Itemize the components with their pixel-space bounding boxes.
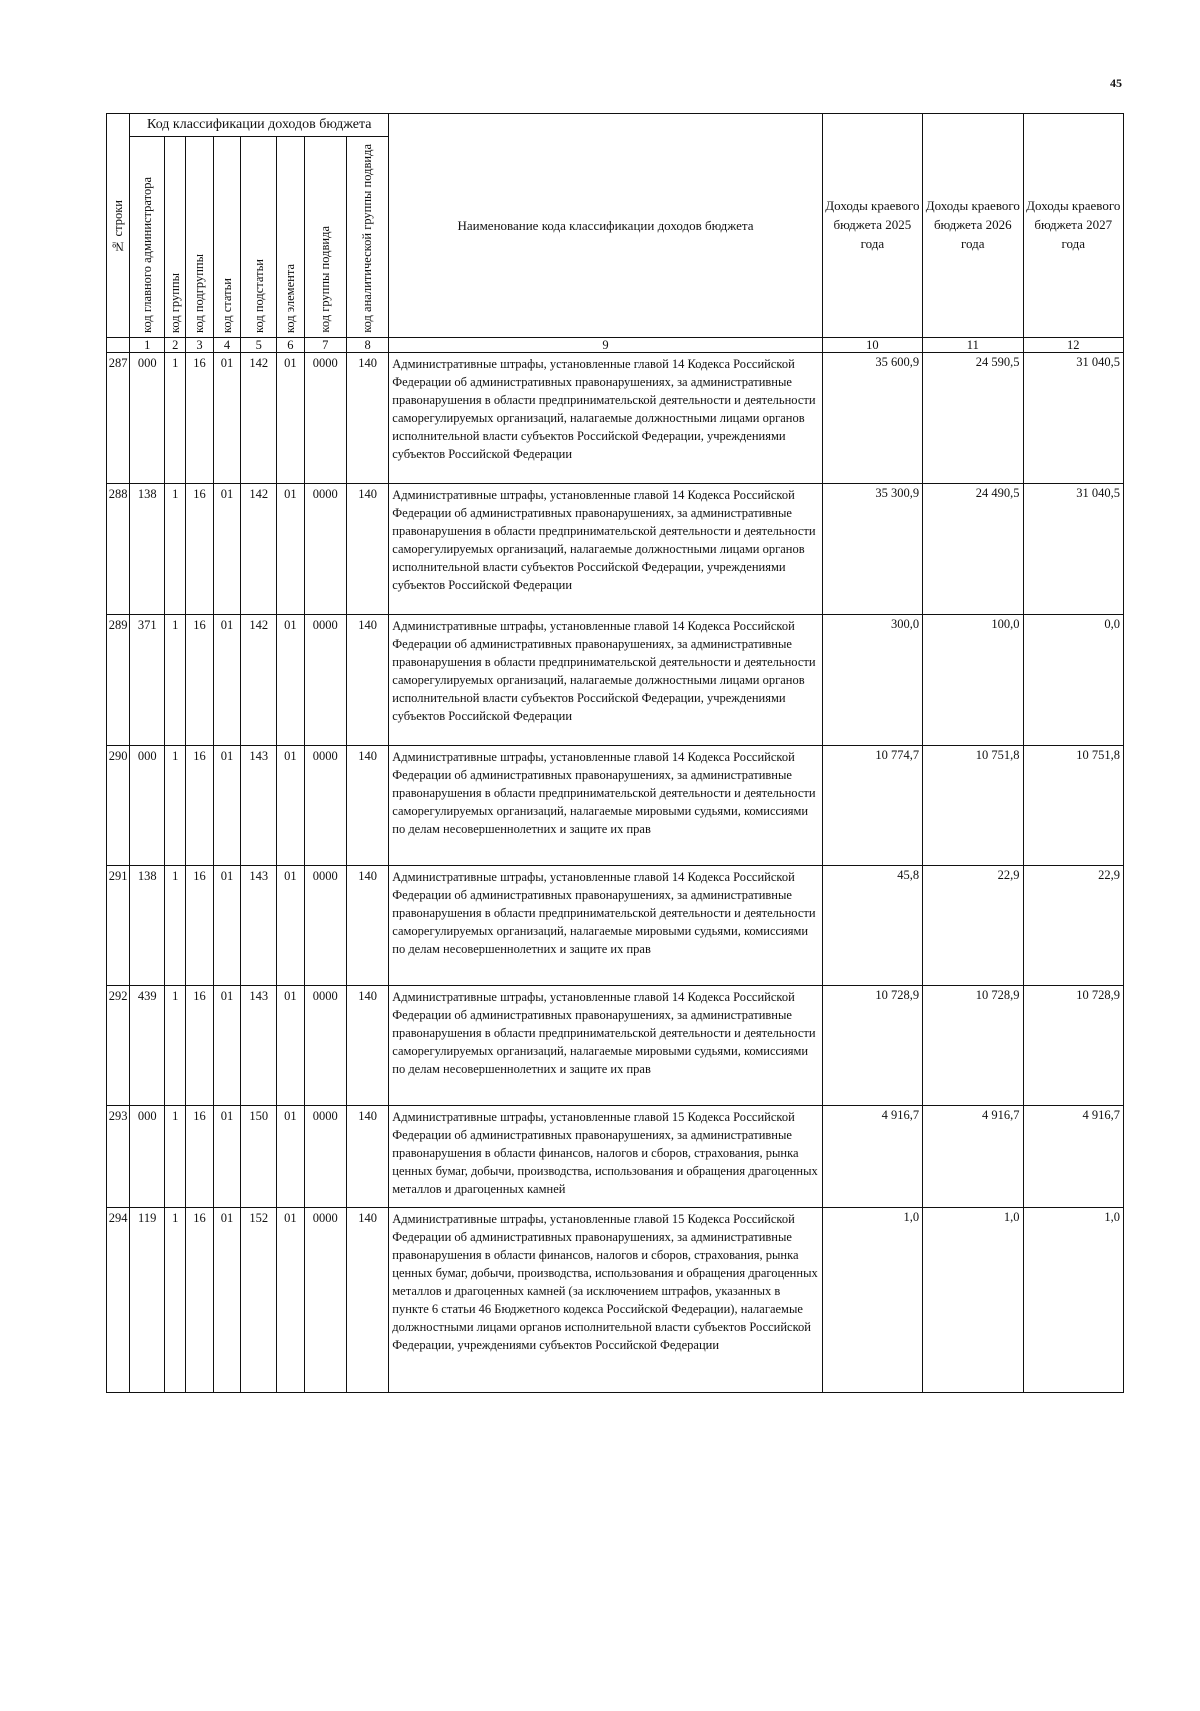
article-code-cell: 01 [213,353,240,484]
income-name-cell: Административные штрафы, установленные главой 14 Кодекса Российской Федерации об административных правонарушениях, за административные правонарушения в области предпринимательской деятельности и деятельности саморегулируемых организаций, налагаемые должностными лицами органов исполнительной власти субъектов Российской Федерации, учреждениями субъектов Российской Федерации [389,484,822,615]
analytic-group-code-cell: 140 [346,1106,388,1208]
subarticle-code-cell: 142 [241,353,277,484]
column-number: 9 [389,338,822,353]
admin-code-cell: 119 [130,1208,165,1393]
group-code-cell: 1 [165,1106,186,1208]
income-2025-cell: 35 300,9 [822,484,922,615]
column-number: 11 [923,338,1023,353]
element-code-cell: 01 [277,1106,304,1208]
analytic-group-code-cell: 140 [346,746,388,866]
income-2027-cell: 31 040,5 [1023,353,1123,484]
header-classification-group: Код классификации доходов бюджета [130,114,389,137]
article-code-cell: 01 [213,1106,240,1208]
element-code-cell: 01 [277,1208,304,1393]
subgroup-code-cell: 16 [186,615,213,746]
header-group-code: код группы [165,137,186,338]
column-number: 3 [186,338,213,353]
column-number-row [107,338,1124,353]
admin-code-cell: 000 [130,353,165,484]
income-name-cell: Административные штрафы, установленные главой 14 Кодекса Российской Федерации об административных правонарушениях, за административные правонарушения в области предпринимательской деятельности и деятельности саморегулируемых организаций, налагаемые должностными лицами органов исполнительной власти субъектов Российской Федерации, учреждениями субъектов Российской Федерации [389,615,822,746]
column-number: 8 [346,338,388,353]
subtype-group-code-cell: 0000 [304,866,346,986]
row-number-cell: 291 [107,866,130,986]
article-code-cell: 01 [213,484,240,615]
header-subarticle-code: код подстатьи [241,137,277,338]
table-row [107,986,1124,1106]
column-number: 12 [1023,338,1123,353]
income-name-cell: Административные штрафы, установленные главой 14 Кодекса Российской Федерации об административных правонарушениях, за административные правонарушения в области предпринимательской деятельности и деятельности саморегулируемых организаций, налагаемые мировыми судьями, комиссиями по делам несовершеннолетних и защите их прав [389,986,822,1106]
subarticle-code-cell: 143 [241,866,277,986]
income-2025-cell: 300,0 [822,615,922,746]
header-name: Наименование кода классификации доходов бюджета [389,114,822,338]
header-row-number: № строки [107,114,130,338]
income-2027-cell: 0,0 [1023,615,1123,746]
header-admin-code: код главного администратора [130,137,165,338]
table-row [107,866,1124,986]
article-code-cell: 01 [213,1208,240,1393]
subarticle-code-cell: 143 [241,986,277,1106]
row-number-cell: 292 [107,986,130,1106]
group-code-cell: 1 [165,1208,186,1393]
row-number-cell: 294 [107,1208,130,1393]
header-income-2026: Доходы краевого бюджета 2026 года [923,114,1023,338]
subtype-group-code-cell: 0000 [304,1106,346,1208]
column-number: 7 [304,338,346,353]
income-2025-cell: 35 600,9 [822,353,922,484]
column-number: 1 [130,338,165,353]
group-code-cell: 1 [165,746,186,866]
subgroup-code-cell: 16 [186,484,213,615]
income-2026-cell: 4 916,7 [923,1106,1023,1208]
subarticle-code-cell: 152 [241,1208,277,1393]
analytic-group-code-cell: 140 [346,353,388,484]
group-code-cell: 1 [165,615,186,746]
subtype-group-code-cell: 0000 [304,615,346,746]
income-2025-cell: 4 916,7 [822,1106,922,1208]
income-name-cell: Административные штрафы, установленные главой 15 Кодекса Российской Федерации об административных правонарушениях, за административные правонарушения в области финансов, налогов и сборов, страхования, рынка ценных бумаг, добычи, производства, использования и обращения драгоценных металлов и драгоценных камней [389,1106,822,1208]
page-number: 45 [1110,76,1122,90]
income-2026-cell: 1,0 [923,1208,1023,1393]
income-2027-cell: 4 916,7 [1023,1106,1123,1208]
row-number-cell: 289 [107,615,130,746]
analytic-group-code-cell: 140 [346,1208,388,1393]
income-2027-cell: 10 751,8 [1023,746,1123,866]
table-row [107,1106,1124,1208]
article-code-cell: 01 [213,746,240,866]
element-code-cell: 01 [277,484,304,615]
group-code-cell: 1 [165,353,186,484]
subtype-group-code-cell: 0000 [304,746,346,866]
income-2026-cell: 10 751,8 [923,746,1023,866]
group-code-cell: 1 [165,986,186,1106]
income-2026-cell: 22,9 [923,866,1023,986]
budget-income-table [106,113,1124,1393]
subarticle-code-cell: 142 [241,615,277,746]
income-2025-cell: 10 774,7 [822,746,922,866]
subgroup-code-cell: 16 [186,746,213,866]
header-income-2027: Доходы краевого бюджета 2027 года [1023,114,1123,338]
income-2027-cell: 1,0 [1023,1208,1123,1393]
table-body [107,353,1124,1393]
row-number-cell: 293 [107,1106,130,1208]
subtype-group-code-cell: 0000 [304,353,346,484]
income-name-cell: Административные штрафы, установленные главой 14 Кодекса Российской Федерации об административных правонарушениях, за административные правонарушения в области предпринимательской деятельности и деятельности саморегулируемых организаций, налагаемые мировыми судьями, комиссиями по делам несовершеннолетних и защите их прав [389,746,822,866]
article-code-cell: 01 [213,615,240,746]
income-name-cell: Административные штрафы, установленные главой 15 Кодекса Российской Федерации об административных правонарушениях, за административные правонарушения в области финансов, налогов и сборов, страхования, рынка ценных бумаг, добычи, производства, использования и обращения драгоценных металлов и драгоценных камней (за исключением штрафов, указанных в пункте 6 статьи 46 Бюджетного кодекса Российской Федерации), налагаемые должностными лицами органов исполнительной власти субъектов Российской Федерации, учреждениями субъектов Российской Федерации [389,1208,822,1393]
subtype-group-code-cell: 0000 [304,484,346,615]
header-income-2025: Доходы краевого бюджета 2025 года [822,114,922,338]
admin-code-cell: 138 [130,866,165,986]
article-code-cell: 01 [213,866,240,986]
analytic-group-code-cell: 140 [346,615,388,746]
analytic-group-code-cell: 140 [346,484,388,615]
row-number-cell: 290 [107,746,130,866]
column-number: 2 [165,338,186,353]
element-code-cell: 01 [277,746,304,866]
admin-code-cell: 000 [130,746,165,866]
income-2027-cell: 10 728,9 [1023,986,1123,1106]
table-row [107,353,1124,484]
row-number-cell: 287 [107,353,130,484]
subgroup-code-cell: 16 [186,353,213,484]
table-row [107,1208,1124,1393]
group-code-cell: 1 [165,484,186,615]
subgroup-code-cell: 16 [186,986,213,1106]
admin-code-cell: 371 [130,615,165,746]
row-number-cell: 288 [107,484,130,615]
header-analytic-group-code: код аналитической группы подвида [346,137,388,338]
income-2027-cell: 31 040,5 [1023,484,1123,615]
income-2027-cell: 22,9 [1023,866,1123,986]
subgroup-code-cell: 16 [186,1208,213,1393]
header-subtype-group-code: код группы подвида [304,137,346,338]
column-number: 10 [822,338,922,353]
analytic-group-code-cell: 140 [346,986,388,1106]
subarticle-code-cell: 142 [241,484,277,615]
subgroup-code-cell: 16 [186,1106,213,1208]
income-2025-cell: 1,0 [822,1208,922,1393]
subtype-group-code-cell: 0000 [304,986,346,1106]
table-row [107,746,1124,866]
header-subgroup-code: код подгруппы [186,137,213,338]
group-code-cell: 1 [165,866,186,986]
income-2025-cell: 10 728,9 [822,986,922,1106]
income-2026-cell: 24 490,5 [923,484,1023,615]
subarticle-code-cell: 143 [241,746,277,866]
admin-code-cell: 000 [130,1106,165,1208]
column-number [107,338,130,353]
element-code-cell: 01 [277,986,304,1106]
article-code-cell: 01 [213,986,240,1106]
header-article-code: код статьи [213,137,240,338]
table-row [107,615,1124,746]
analytic-group-code-cell: 140 [346,866,388,986]
subtype-group-code-cell: 0000 [304,1208,346,1393]
income-2026-cell: 10 728,9 [923,986,1023,1106]
element-code-cell: 01 [277,866,304,986]
column-number: 4 [213,338,240,353]
subarticle-code-cell: 150 [241,1106,277,1208]
income-2025-cell: 45,8 [822,866,922,986]
table-row [107,484,1124,615]
header-element-code: код элемента [277,137,304,338]
element-code-cell: 01 [277,615,304,746]
admin-code-cell: 138 [130,484,165,615]
income-2026-cell: 24 590,5 [923,353,1023,484]
income-name-cell: Административные штрафы, установленные главой 14 Кодекса Российской Федерации об административных правонарушениях, за административные правонарушения в области предпринимательской деятельности и деятельности саморегулируемых организаций, налагаемые должностными лицами органов исполнительной власти субъектов Российской Федерации, учреждениями субъектов Российской Федерации [389,353,822,484]
income-name-cell: Административные штрафы, установленные главой 14 Кодекса Российской Федерации об административных правонарушениях, за административные правонарушения в области предпринимательской деятельности и деятельности саморегулируемых организаций, налагаемые мировыми судьями, комиссиями по делам несовершеннолетних и защите их прав [389,866,822,986]
admin-code-cell: 439 [130,986,165,1106]
column-number: 6 [277,338,304,353]
income-2026-cell: 100,0 [923,615,1023,746]
element-code-cell: 01 [277,353,304,484]
subgroup-code-cell: 16 [186,866,213,986]
column-number: 5 [241,338,277,353]
